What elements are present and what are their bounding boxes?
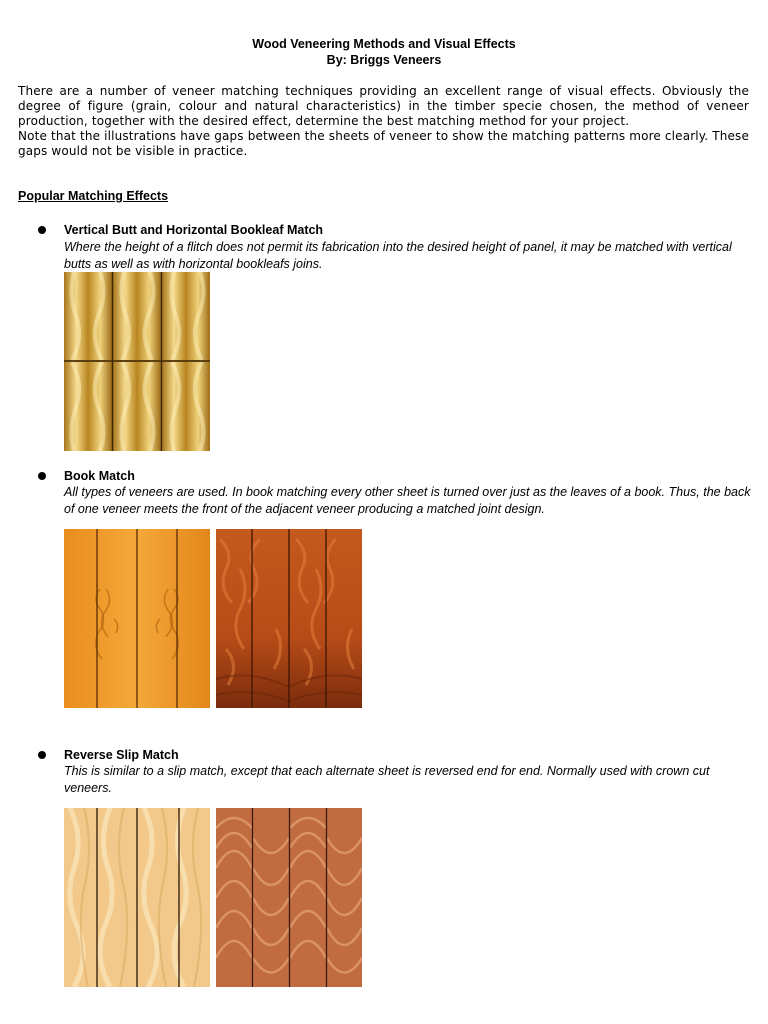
intro-text: [18, 84, 749, 159]
item-description-book-match: All types of veneers are used. In book matching every other sheet is turned over just as the leaves of a book. Thus, the back of one veneer meets the front of the adjacent veneer producing a matched joint design.: [64, 485, 751, 516]
document-title: Wood Veneering Methods and Visual Effects: [252, 37, 516, 51]
bullet-icon: [38, 751, 46, 759]
item-description-butt-match: Where the height of a flitch does not permit its fabrication into the desired height of panel, it may be matched with vertical butts as well as with horizontal bookleafs joins.: [64, 240, 732, 271]
bullet-icon: [38, 472, 46, 480]
intro-paragraph-1: There are a number of veneer matching techniques providing an excellent range of visual effects. Obviously the degree of figure (grain, colour and natural characteristics) in the timber specie chosen, the method of veneer production, together with the desired effect, determine the best matching method for your project.: [18, 84, 749, 128]
gold-veneer-butt-match-illustration: [64, 272, 210, 451]
item-description-reverse-slip-match: This is similar to a slip match, except that each alternate sheet is reversed end for end. Normally used with crown cut veneers.: [64, 764, 710, 795]
brown-veneer-reverse-slip-illustration: [216, 808, 362, 987]
item-heading-reverse-slip-match: Reverse Slip Match: [64, 748, 179, 762]
orange-veneer-book-match-illustration: [64, 529, 210, 708]
item-heading-butt-match: Vertical Butt and Horizontal Bookleaf Match: [64, 223, 324, 237]
bullet-icon: [38, 226, 46, 234]
section-heading: Popular Matching Effects: [18, 189, 169, 203]
document-byline: By: Briggs Veneers: [326, 53, 442, 67]
intro-paragraph-2: Note that the illustrations have gaps between the sheets of veneer to show the matching patterns more clearly. These gaps would not be visible in practice.: [18, 129, 749, 158]
red-veneer-book-match-illustration: [216, 529, 362, 708]
item-heading-book-match: Book Match: [64, 469, 135, 483]
light-veneer-reverse-slip-illustration: [64, 808, 210, 987]
